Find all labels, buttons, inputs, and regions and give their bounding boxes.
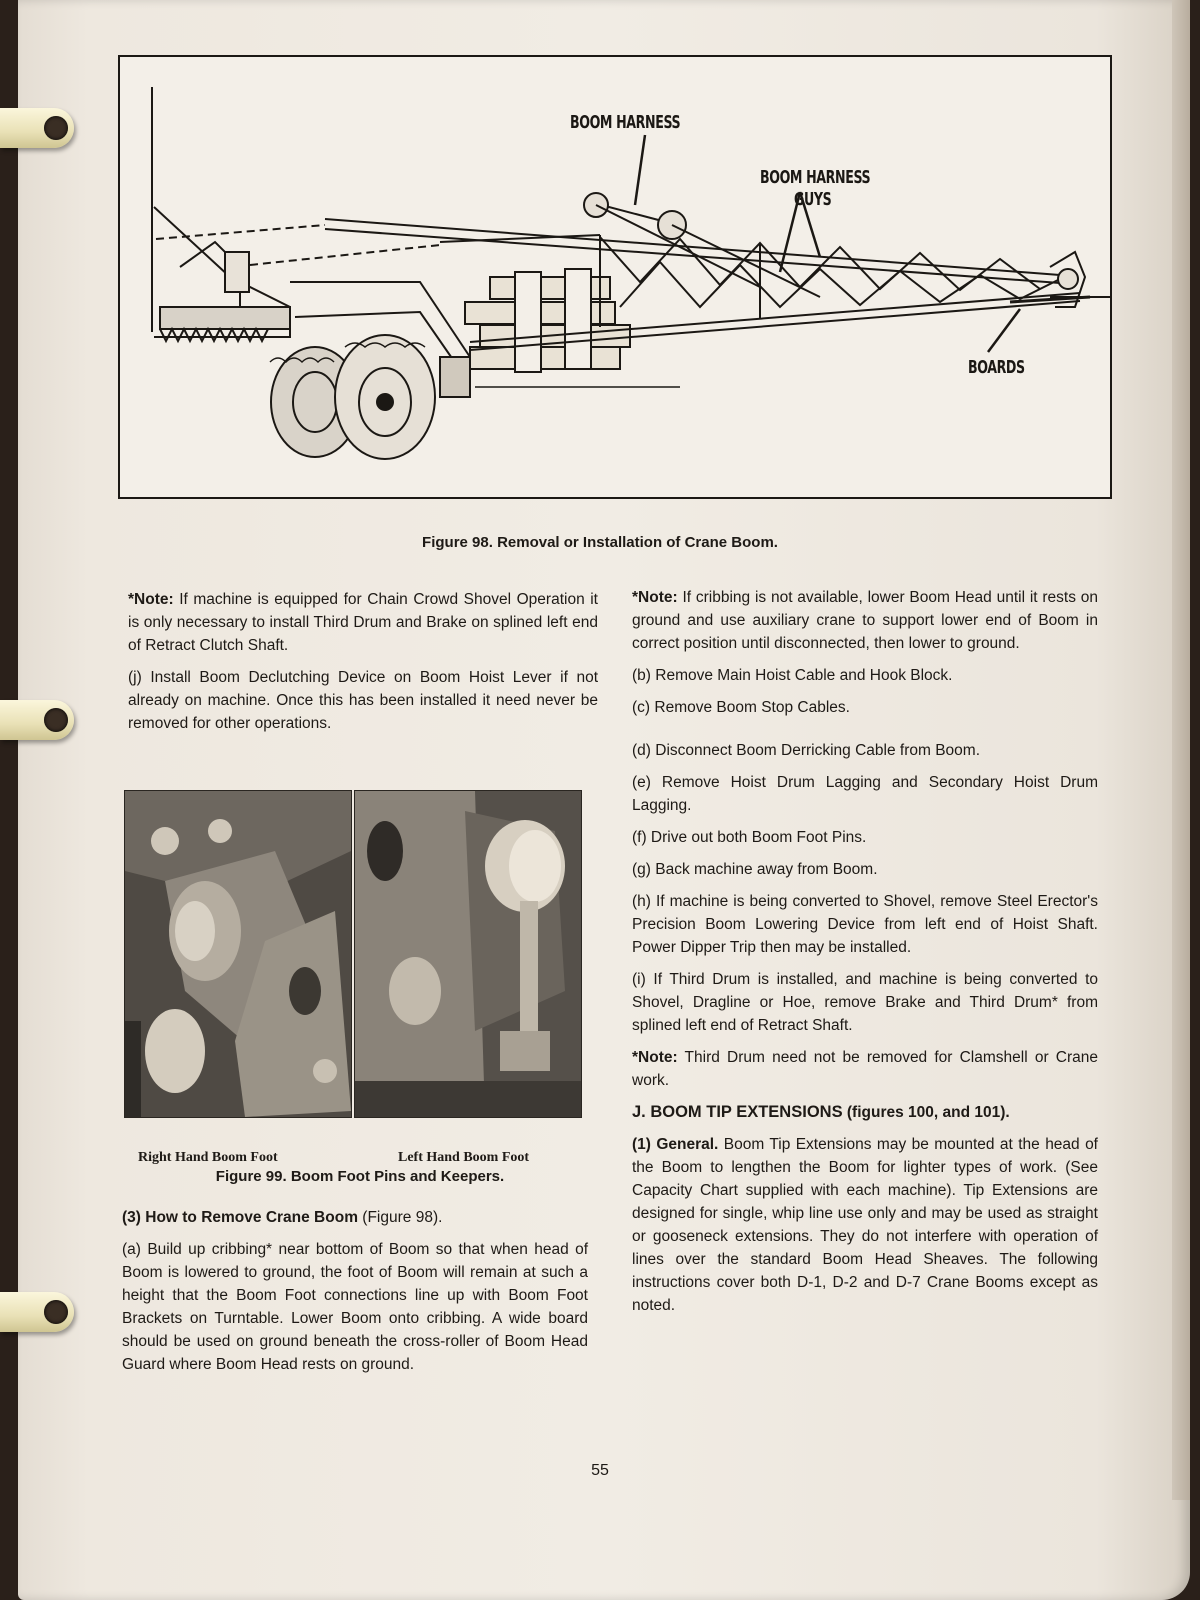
photo-left-hand-boom-foot — [354, 790, 582, 1118]
note-third-drum — [632, 1046, 1098, 1092]
step-a: (a) Build up cribbing* near bottom of Boom so that when head of Boom is lowered to ground, the foot of Boom will remain at such a height that the Boom Foot connections line up with Boom Foot Brackets on Turntable. Lower Boom onto cribbing. A wide board should be used on ground beneath the cross-roller of Boom Head Guard where Boom Head rests on ground. — [122, 1241, 588, 1373]
step-f: (f) Drive out both Boom Foot Pins. — [632, 829, 867, 846]
boom-foot-photo-right — [125, 791, 351, 1117]
binder-ring-top — [0, 108, 74, 148]
figure-98-caption: Figure 98. Removal or Installation of Crane Boom. — [422, 534, 778, 551]
label-boom-harness-guys-line2: GUYS — [794, 189, 832, 210]
label-boom-harness: BOOM HARNESS — [570, 112, 681, 133]
label-left-hand-boom-foot: Left Hand Boom Foot — [398, 1150, 530, 1165]
note-label: *Note: — [632, 589, 678, 606]
step-e: (e) Remove Hoist Drum Lagging and Secondary Hoist Drum Lagging. — [632, 774, 1098, 814]
label-boom-harness-guys-line1: BOOM HARNESS — [760, 167, 871, 188]
note-text: If machine is equipped for Chain Crowd Shovel Operation it is only necessary to install Third Drum and Brake on splined left end of Retract Clutch Shaft. — [128, 591, 598, 654]
note-chain-crowd — [128, 588, 598, 657]
page-stack-edge — [1172, 0, 1190, 1500]
binder-ring-bottom — [0, 1292, 74, 1332]
section-j-ref: (figures 100, and 101). — [846, 1104, 1010, 1121]
step-c: (c) Remove Boom Stop Cables. — [632, 699, 850, 716]
label-right-hand-boom-foot: Right Hand Boom Foot — [138, 1150, 278, 1165]
right-column — [632, 586, 1098, 1326]
note-text: Third Drum need not be removed for Clamshell or Crane work. — [632, 1049, 1099, 1089]
general-paragraph — [632, 1133, 1098, 1317]
left-column-bottom — [122, 1206, 588, 1385]
figure-99-caption: Figure 99. Boom Foot Pins and Keepers. — [215, 1168, 505, 1185]
note-label: *Note: — [632, 1049, 678, 1066]
step-i: (i) If Third Drum is installed, and machine is being converted to Shovel, Dragline or Hoe, remove Brake and Third Drum* from splined left end of Retract Shaft. — [632, 971, 1098, 1034]
remove-heading-text: (3) How to Remove Crane Boom — [122, 1209, 358, 1226]
left-column-top — [128, 588, 598, 744]
figure-98-illustration — [118, 55, 1112, 499]
step-d: (d) Disconnect Boom Derricking Cable from Boom. — [632, 742, 981, 759]
page-number: 55 — [591, 1462, 609, 1479]
general-label: (1) General. — [632, 1136, 719, 1153]
label-boards: BOARDS — [968, 357, 1025, 378]
note-label: *Note: — [128, 591, 174, 608]
note-text: If cribbing is not available, lower Boom Head until it rests on ground and use auxiliary crane to support lower end of Boom in correct position until disconnected, then lower to ground. — [632, 589, 1099, 652]
binder-ring-middle — [0, 700, 74, 740]
photo-right-hand-boom-foot — [124, 790, 352, 1118]
step-b: (b) Remove Main Hoist Cable and Hook Block. — [632, 667, 953, 684]
section-j-title: J. BOOM TIP EXTENSIONS — [632, 1103, 843, 1121]
step-h: (h) If machine is being converted to Shovel, remove Steel Erector's Precision Boom Lowering Device from left end of Hoist Shaft. Power Dipper Trip then may be installed. — [632, 893, 1098, 956]
general-text: Boom Tip Extensions may be mounted at the head of the Boom to lengthen the Boom for lighter types of work. (See Capacity Chart supplied with each machine). Tip Extensions are designed for single, whip line use only and may be used as straight or gooseneck extensions. They do not interfere with operation of lines over the standard Boom Head Sheaves. The following instructions cover both D-1, D-2 and D-7 Crane Booms except as noted. — [632, 1136, 1098, 1314]
boom-foot-photo-left — [355, 791, 581, 1117]
step-g: (g) Back machine away from Boom. — [632, 861, 878, 878]
section-j-heading — [632, 1101, 1098, 1124]
note-cribbing — [632, 586, 1098, 655]
step-j: (j) Install Boom Declutching Device on Boom Hoist Lever if not already on machine. Once this has been installed it need never be removed for other operations. — [128, 669, 598, 732]
remove-crane-boom-heading — [122, 1206, 588, 1229]
remove-heading-ref: (Figure 98). — [362, 1209, 443, 1226]
